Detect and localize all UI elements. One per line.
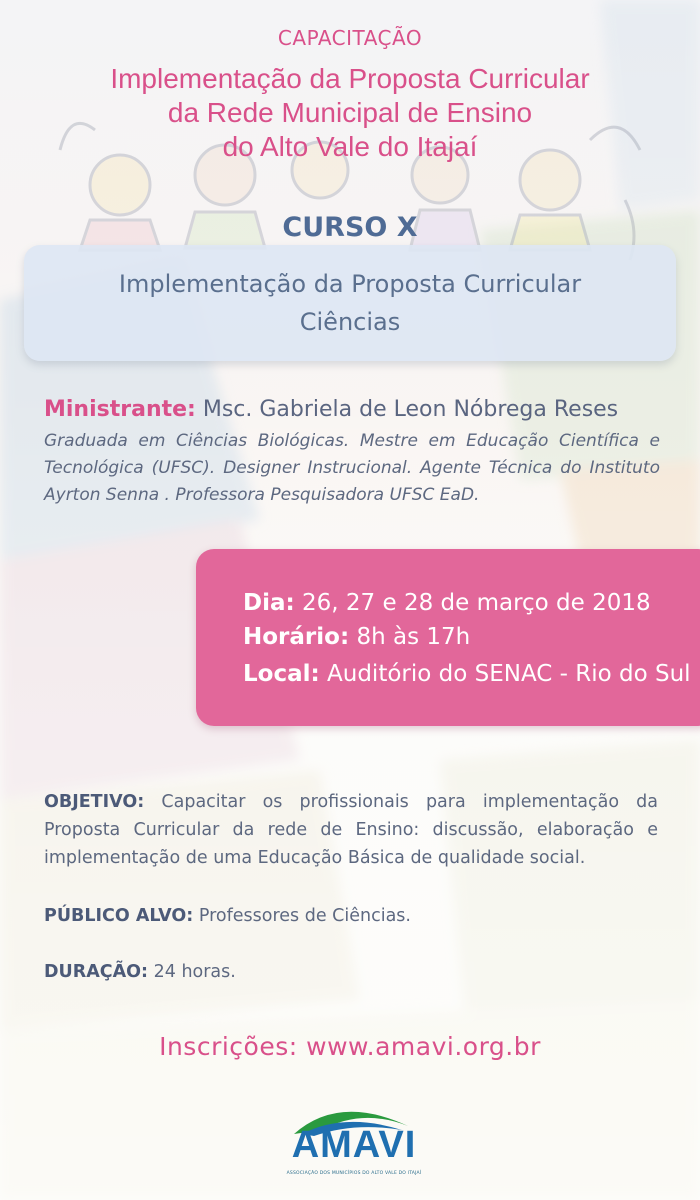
event-kicker: CAPACITAÇÃO [277, 26, 423, 50]
audience [44, 902, 658, 930]
schedule-time-label: Horário: [243, 624, 350, 650]
schedule-date [243, 590, 651, 616]
event-title [40, 62, 660, 164]
schedule-date-value: 26, 27 e 28 de março de 2018 [302, 590, 651, 616]
event-title-line: da Rede Municipal de Ensino [167, 97, 533, 128]
duration-label: DURAÇÃO: [44, 962, 149, 982]
objective [44, 788, 658, 872]
schedule-time [243, 624, 470, 650]
objective-label: OBJETIVO: [44, 792, 145, 812]
schedule-place-value: Auditório do SENAC - Rio do Sul [327, 661, 691, 687]
audience-text: Professores de Ciências. [198, 906, 411, 926]
schedule-time-value: 8h às 17h [356, 624, 471, 650]
schedule-place [243, 661, 691, 687]
event-title-line: Implementação da Proposta Curricular [110, 63, 590, 94]
amavi-logo-word: AMAVI [291, 1124, 417, 1166]
course-subject: Ciências [299, 308, 401, 336]
instructor [44, 397, 664, 422]
schedule-date-label: Dia: [243, 590, 295, 616]
instructor-bio: Graduada em Ciências Biológicas. Mestre em Educação Científica e Tecnológica (UFSC). Designer Instrucional. Agente Técnica do Instituto Ayrton Senna . Professora Pesquisadora UFSC EaD. [44, 431, 660, 505]
duration [44, 958, 658, 986]
schedule-place-label: Local: [243, 661, 320, 687]
objective-text: Capacitar os profissionais para implementação da Proposta Curricular da rede de Ensino: discussão, elaboração e implementação de uma Educação Básica de qualidade social. [44, 792, 658, 868]
instructor-name: Msc. Gabriela de Leon Nóbrega Reses [202, 397, 619, 422]
duration-text: 24 horas. [153, 962, 236, 982]
course-title-line: Implementação da Proposta Curricular [118, 270, 582, 298]
amavi-logo-subtitle: ASSOCIAÇÃO DOS MUNICÍPIOS DO ALTO VALE DO ITAJAÍ [286, 1171, 422, 1176]
event-title-line: do Alto Vale do Itajaí [222, 131, 478, 162]
course-title-box [24, 245, 676, 361]
audience-label: PÚBLICO ALVO: [44, 906, 194, 926]
signup-link[interactable]: Inscrições: www.amavi.org.br [159, 1032, 541, 1061]
instructor-label: Ministrante: [44, 397, 196, 422]
course-code: CURSO X [282, 212, 418, 243]
